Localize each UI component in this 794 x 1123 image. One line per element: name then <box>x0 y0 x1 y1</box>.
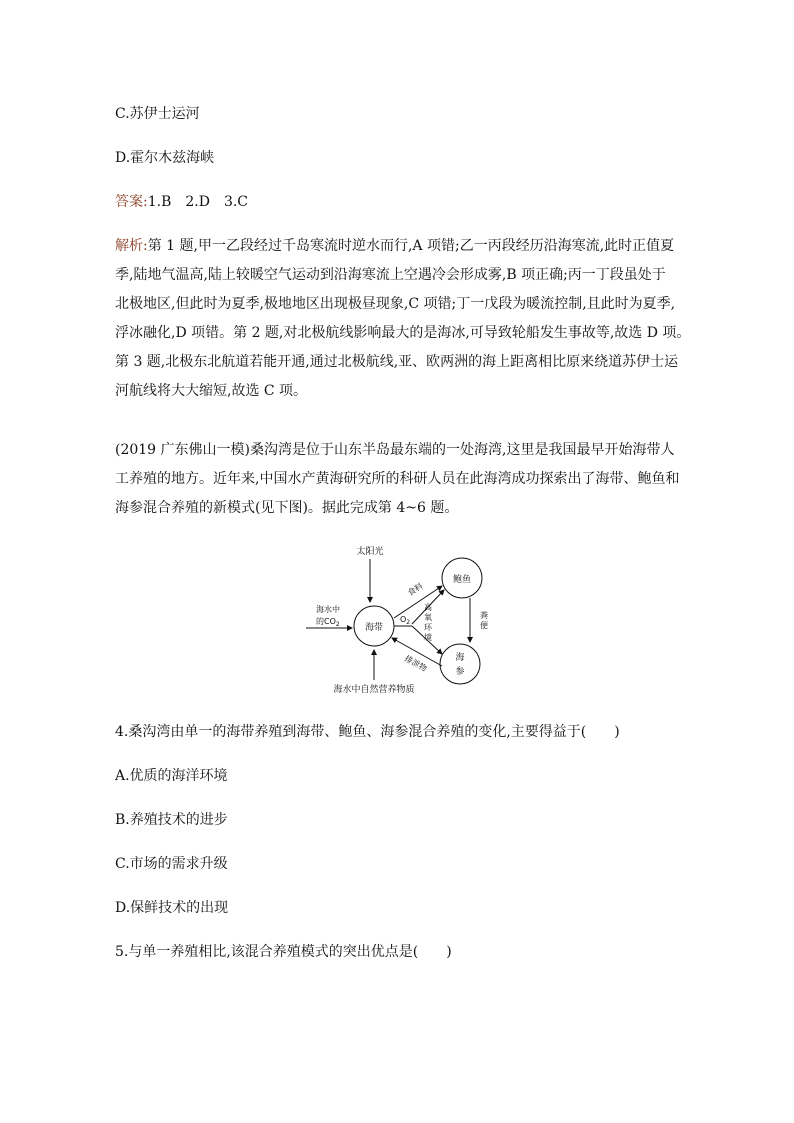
high-oxygen-label-4: 境 <box>424 633 432 642</box>
analysis-label: 解析: <box>115 238 148 254</box>
answer-text: 1.B 2.D 3.C <box>147 194 249 210</box>
analysis-line: 解析:第 1 题,甲一乙段经过千岛寒流时逆水而行,A 项错;乙一丙段经历沿海寒流,此时正值夏 <box>115 238 675 254</box>
analysis-paragraph <box>115 236 691 410</box>
analysis-line: 浮冰融化,D 项错。第 2 题,对北极航线影响最大的是海冰,可导致轮船发生事故等,故选 D 项。 <box>115 325 691 341</box>
analysis-line: 北极地区,但此时为夏季,极地地区出现极昼现象,C 项错;丁一戊段为暖流控制,且此时为夏季, <box>115 296 676 312</box>
nutrients-label: 海水中自然营养物质 <box>333 685 415 695</box>
intro-line: 海参混合养殖的新模式(见下图)。据此完成第 4~6 题。 <box>115 500 459 516</box>
oxygen-label: $O_2$ <box>400 615 411 626</box>
co2-label-2: 的$CO_2$ <box>316 617 340 628</box>
sunlight-label: 太阳光 <box>356 547 384 557</box>
sea-cucumber-label-1: 海 <box>455 653 465 663</box>
analysis-line: 第 3 题,北极东北航道若能开通,通过北极航线,亚、欧两洲的海上距离相比原来绕道苏伊士运 <box>115 354 679 370</box>
intro-line: 工养殖的地方。近年来,中国水产黄海研究所的科研人员在此海湾成功探索出了海带、鲍鱼和 <box>115 471 680 487</box>
sea-cucumber-label-2: 参 <box>455 667 465 677</box>
kelp-label: 海带 <box>364 623 384 633</box>
q4-option-c: C.市场的需求升级 <box>115 856 228 872</box>
high-oxygen-label-3: 环 <box>424 623 432 632</box>
q5-stem: 5.与单一养殖相比,该混合养殖模式的突出优点是( ) <box>115 944 452 960</box>
option-c-prev: C.苏伊士运河 <box>115 106 200 122</box>
food-label: 食料 <box>406 581 425 598</box>
high-oxygen-label-1: 高 <box>424 603 432 612</box>
q4-option-a: A.优质的海洋环境 <box>115 768 228 784</box>
analysis-line: 季,陆地气温高,陆上较暖空气运动到沿海寒流上空遇冷会形成雾,B 项正确;丙一丁段虽处于 <box>115 267 666 283</box>
intro-paragraph <box>115 440 685 527</box>
q4-option-b: B.养殖技术的进步 <box>115 812 228 828</box>
intro-line: (2019 广东佛山一模)桑沟湾是位于山东半岛最东端的一处海湾,这里是我国最早开始海带人 <box>115 442 675 458</box>
excrement-label-2: 便 <box>480 621 488 630</box>
excreta-label: 排泄物 <box>403 653 429 674</box>
co2-label: 海水中 <box>316 605 340 614</box>
aquaculture-diagram <box>300 538 510 698</box>
answer-label: 答案: <box>115 194 148 210</box>
q4-stem: 4.桑沟湾由单一的海带养殖到海带、鲍鱼、海参混合养殖的变化,主要得益于( ) <box>115 724 620 740</box>
high-oxygen-label-2: 氧 <box>424 613 432 622</box>
sea-cucumber-node <box>440 644 480 684</box>
answer-line <box>115 192 248 212</box>
analysis-line: 河航线将大大缩短,故选 C 项。 <box>115 383 308 399</box>
excrement-label-1: 粪 <box>480 611 488 620</box>
q4-option-d: D.保鲜技术的出现 <box>115 900 229 916</box>
option-d-prev: D.霍尔木兹海峡 <box>115 150 215 166</box>
abalone-label: 鲍鱼 <box>452 575 472 585</box>
